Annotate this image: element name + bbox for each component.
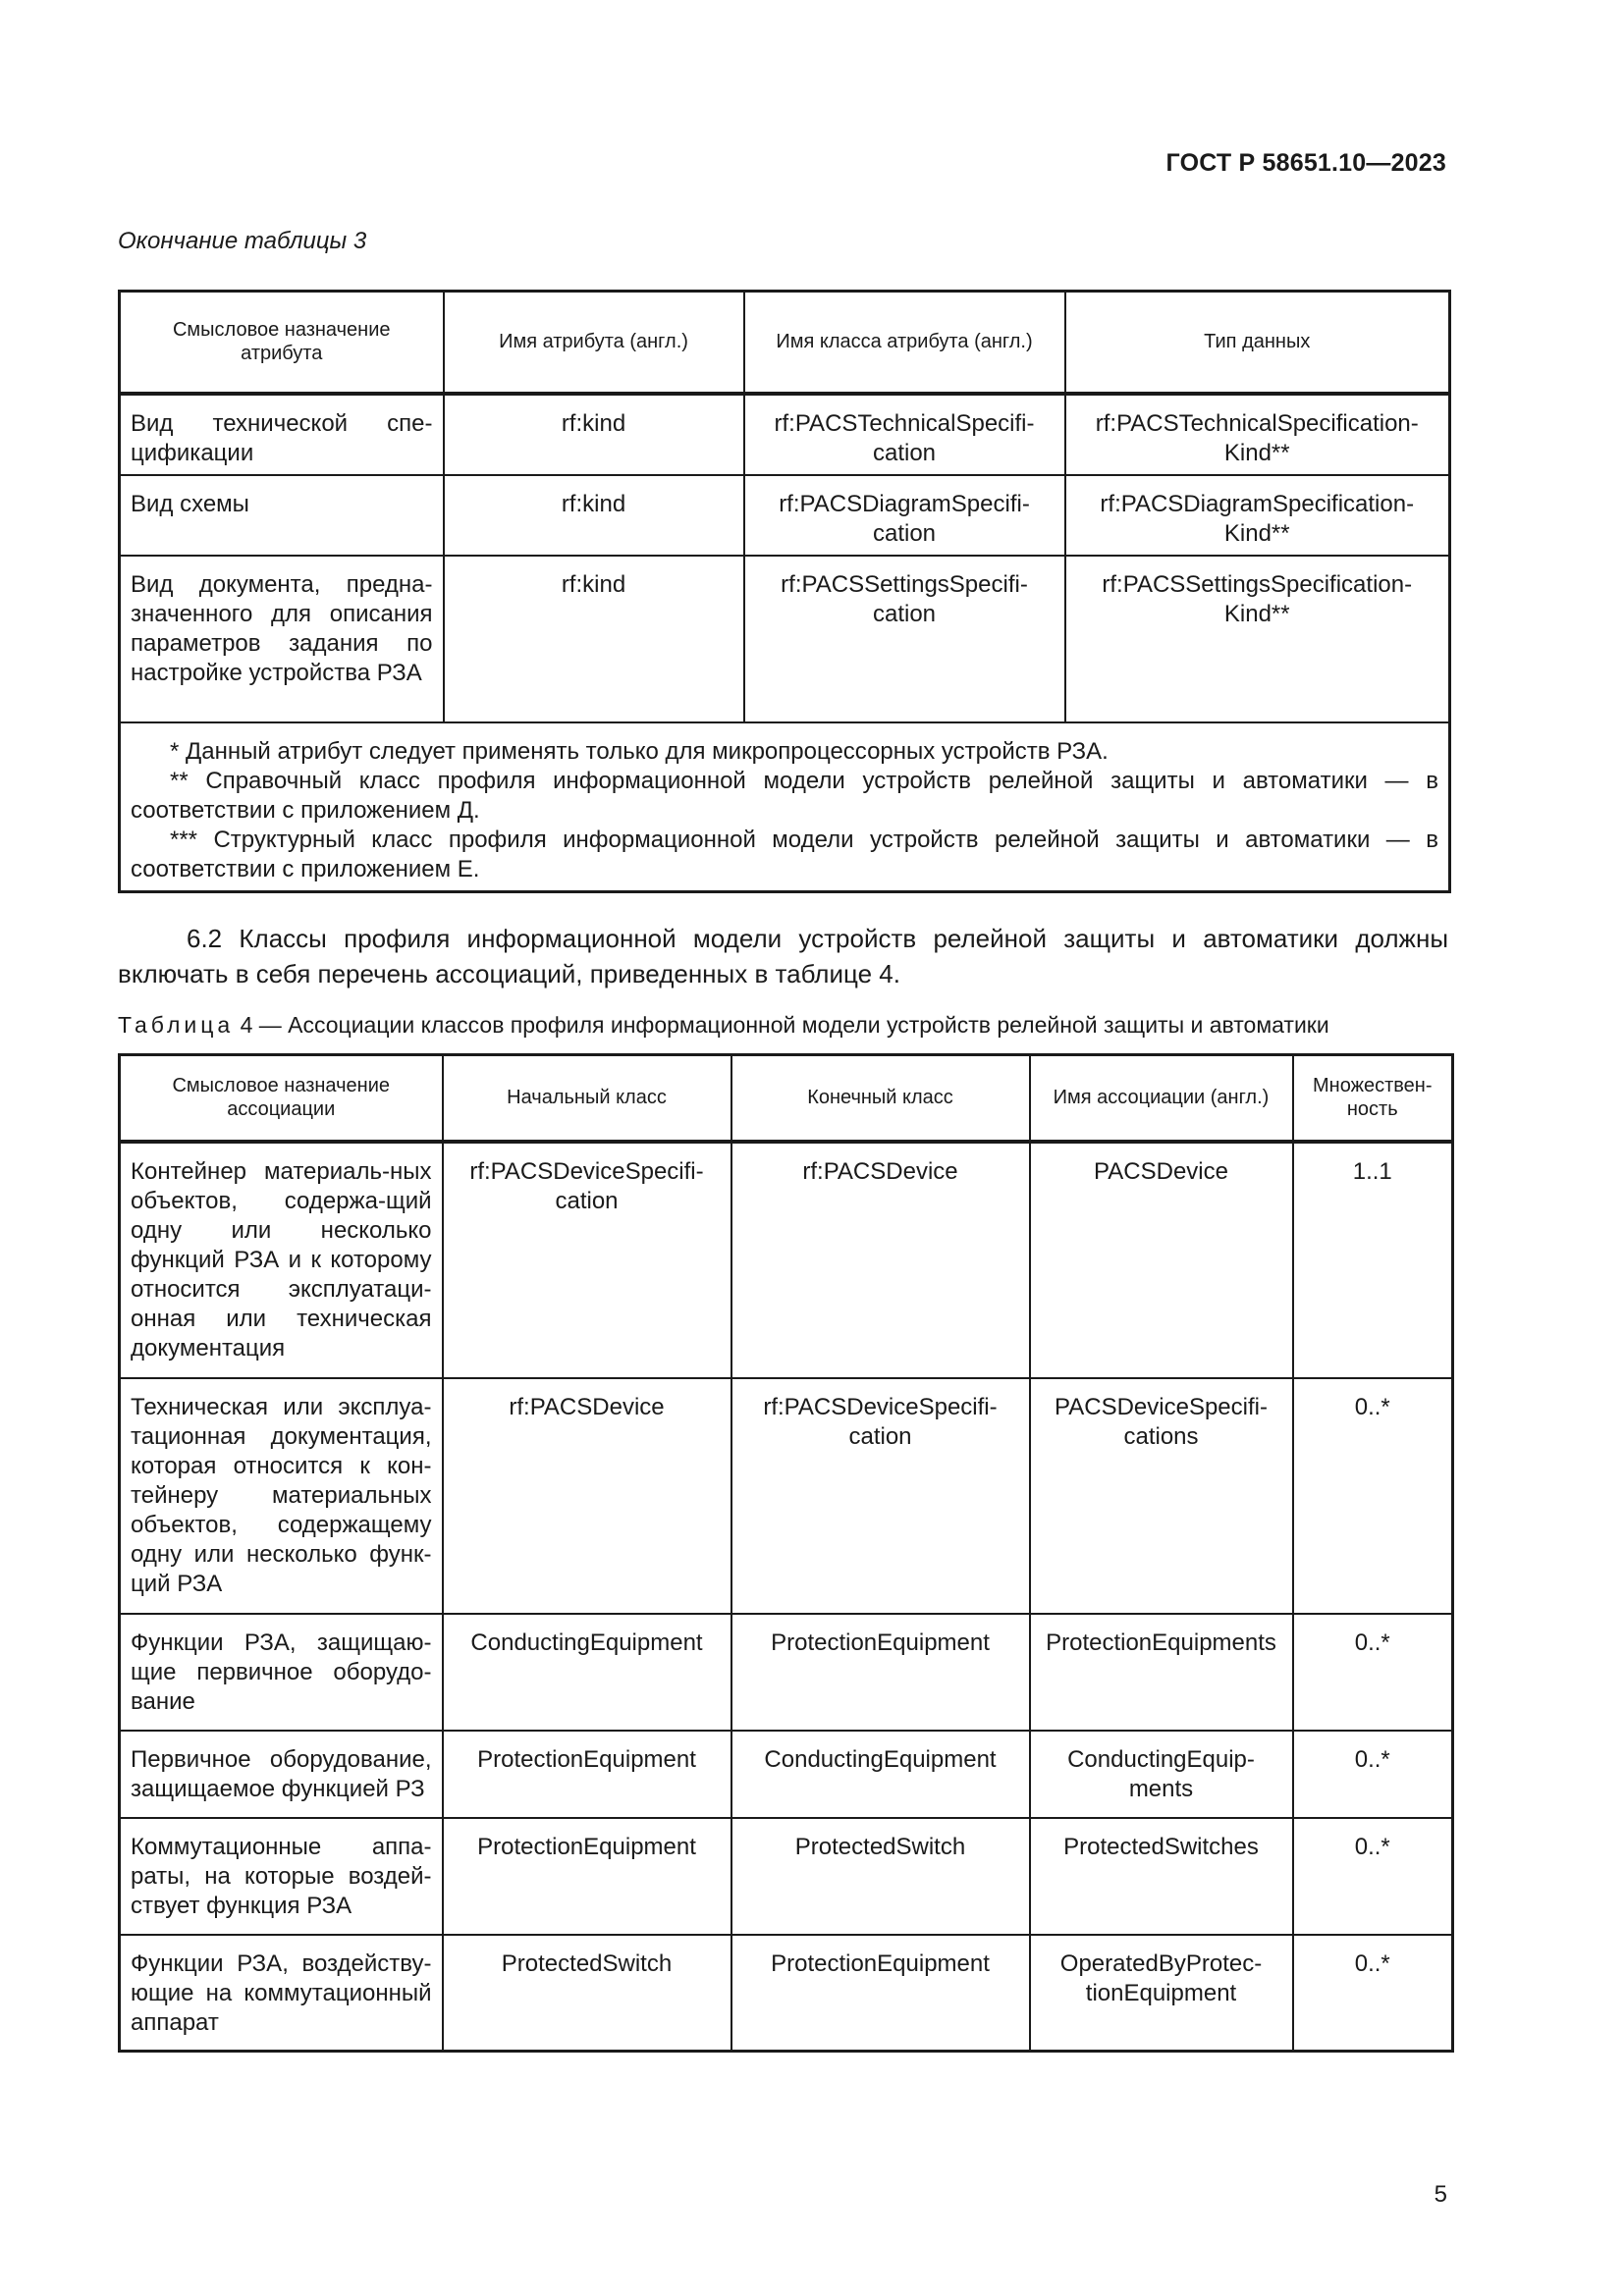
table-cell: rf:kind: [444, 556, 744, 722]
table-row: [120, 1731, 1453, 1818]
table-4: [118, 1053, 1454, 2053]
column-header: Смысловое назначение атрибута: [120, 292, 444, 394]
column-header: Смысловое назначение ассоциации: [120, 1055, 443, 1142]
table-cell: 0..*: [1293, 1378, 1453, 1614]
table-cell: rf:PACSDeviceSpecifi-cation: [731, 1378, 1030, 1614]
standard-designation: ГОСТ Р 58651.10—2023: [1165, 149, 1446, 177]
table-cell: ConductingEquipment: [731, 1731, 1030, 1818]
table-row: [120, 1614, 1453, 1731]
table-cell: Вид технической спе-цификации: [120, 394, 444, 475]
table4-caption-title: 4 — Ассоциации классов профиля информационной модели устройств релейной защиты и автоматики: [234, 1012, 1329, 1038]
table-row: [120, 475, 1450, 556]
table-cell: 0..*: [1293, 1818, 1453, 1935]
column-header: Множествен-ность: [1293, 1055, 1453, 1142]
table-cell: PACSDeviceSpecifi-cations: [1030, 1378, 1293, 1614]
paragraph-6-2: 6.2 Классы профиля информационной модели устройств релейной защиты и автоматики должны включать в себя перечень ассоциаций, приведенных в таблице 4.: [118, 924, 1448, 988]
table-notes-row: [120, 722, 1450, 892]
table-row: [120, 1818, 1453, 1935]
table-cell: ProtectedSwitch: [731, 1818, 1030, 1935]
table-cell: ProtectionEquipment: [731, 1614, 1030, 1731]
table3-continuation-caption: Окончание таблицы 3: [118, 228, 367, 254]
table-cell: ProtectionEquipment: [731, 1935, 1030, 2052]
table-note: ** Справочный класс профиля информационной модели устройств релейной защиты и автоматики — в соответствии с приложением Д.: [131, 767, 1438, 824]
table-cell: rf:PACSDevice: [443, 1378, 731, 1614]
table-cell: Вид документа, предна-значенного для описания параметров задания по настройке устройства РЗА: [120, 556, 444, 722]
table-cell: rf:kind: [444, 475, 744, 556]
table-cell: rf:PACSTechnicalSpecification-Kind**: [1065, 394, 1450, 475]
table-cell: ConductingEquipment: [443, 1614, 731, 1731]
table-row: [120, 1935, 1453, 2052]
table-cell: ProtectedSwitches: [1030, 1818, 1293, 1935]
table-cell: 0..*: [1293, 1935, 1453, 2052]
column-header: Конечный класс: [731, 1055, 1030, 1142]
table-cell: PACSDevice: [1030, 1142, 1293, 1378]
table-cell: Коммутационные аппа-раты, на которые воздей-ствует функция РЗА: [120, 1818, 443, 1935]
table-cell: rf:PACSSettingsSpecification-Kind**: [1065, 556, 1450, 722]
table-cell: Техническая или эксплуа-тационная документация, которая относится к кон-тейнеру материальных объектов, содержащему одну или несколько функ-ций РЗА: [120, 1378, 443, 1614]
table-cell: rf:kind: [444, 394, 744, 475]
table-cell: Контейнер материаль-ных объектов, содержа-щий одну или несколько функций РЗА и к которому относится эксплуатаци-онная или техническая документация: [120, 1142, 443, 1378]
table4-caption: [118, 1012, 1329, 1039]
table-cell: Вид схемы: [120, 475, 444, 556]
table-notes: [120, 722, 1450, 892]
page-number: 5: [1434, 2181, 1447, 2208]
table-cell: Функции РЗА, воздейству-ющие на коммутационный аппарат: [120, 1935, 443, 2052]
table-cell: 1..1: [1293, 1142, 1453, 1378]
table-cell: ConductingEquip-ments: [1030, 1731, 1293, 1818]
table-cell: rf:PACSTechnicalSpecifi-cation: [744, 394, 1065, 475]
column-header: Имя атрибута (англ.): [444, 292, 744, 394]
table-row: [120, 394, 1450, 475]
table-note: *** Структурный класс профиля информационной модели устройств релейной защиты и автоматики — в соответствии с приложением Е.: [131, 826, 1438, 882]
table-cell: rf:PACSDeviceSpecifi-cation: [443, 1142, 731, 1378]
table-cell: 0..*: [1293, 1614, 1453, 1731]
table-cell: rf:PACSSettingsSpecifi-cation: [744, 556, 1065, 722]
table-cell: OperatedByProtec-tionEquipment: [1030, 1935, 1293, 2052]
table-cell: rf:PACSDevice: [731, 1142, 1030, 1378]
table-cell: rf:PACSDiagramSpecification-Kind**: [1065, 475, 1450, 556]
column-header: Имя ассоциации (англ.): [1030, 1055, 1293, 1142]
table-cell: rf:PACSDiagramSpecifi-cation: [744, 475, 1065, 556]
table-cell: ProtectionEquipment: [443, 1731, 731, 1818]
table-cell: Первичное оборудование, защищаемое функцией РЗ: [120, 1731, 443, 1818]
column-header: Тип данных: [1065, 292, 1450, 394]
table-note: * Данный атрибут следует применять только для микропроцессорных устройств РЗА.: [170, 737, 1109, 765]
table-cell: 0..*: [1293, 1731, 1453, 1818]
table-row: [120, 1142, 1453, 1378]
table-cell: ProtectionEquipment: [443, 1818, 731, 1935]
table-3: [118, 290, 1451, 893]
column-header: Имя класса атрибута (англ.): [744, 292, 1065, 394]
column-header: Начальный класс: [443, 1055, 731, 1142]
table-cell: Функции РЗА, защищаю-щие первичное оборудо-вание: [120, 1614, 443, 1731]
table-cell: ProtectionEquipments: [1030, 1614, 1293, 1731]
table-row: [120, 556, 1450, 722]
table-cell: ProtectedSwitch: [443, 1935, 731, 2052]
table4-caption-word: Таблица: [118, 1012, 235, 1038]
table-row: [120, 1378, 1453, 1614]
